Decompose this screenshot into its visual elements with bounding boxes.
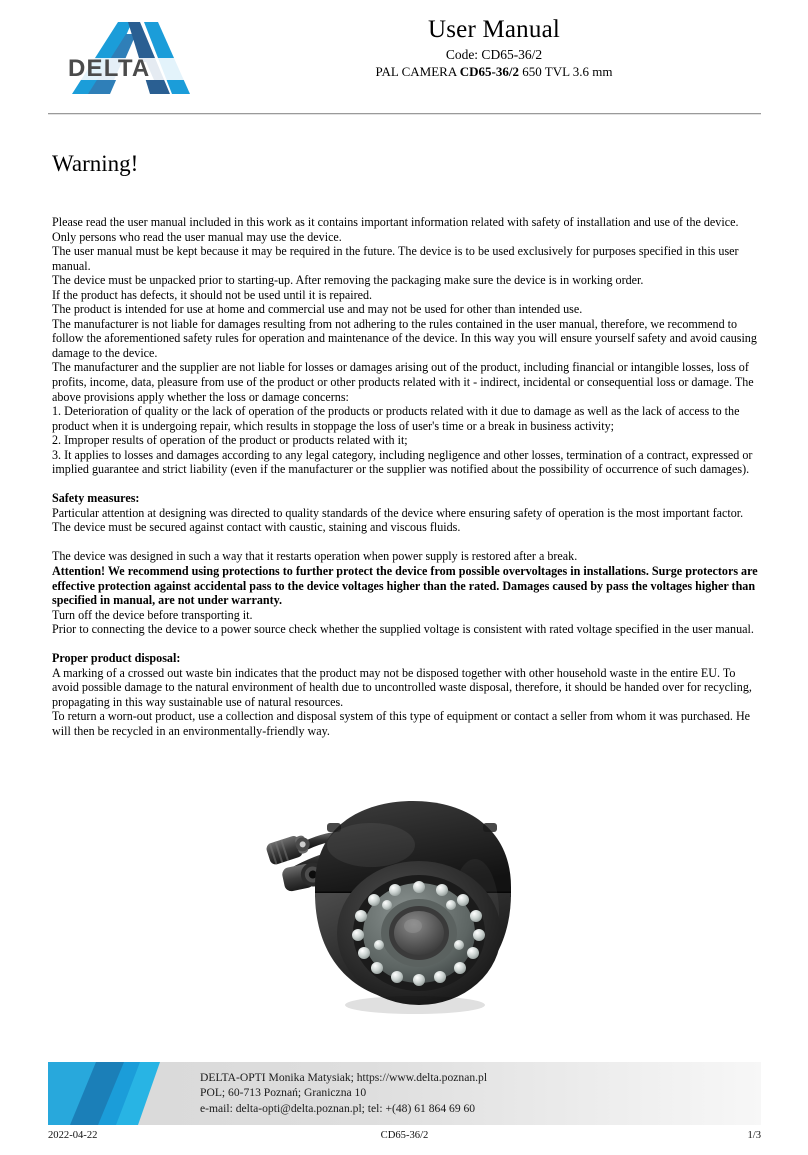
product-code-line: Code: CD65-36/2 — [445, 47, 543, 62]
subtitle-suffix: 650 TVL 3.6 mm — [518, 64, 613, 79]
body-paragraph: Only persons who read the user manual may use the device. — [52, 229, 342, 244]
footer-address: POL; 60-713 Poznań; Graniczna 10 — [200, 1086, 367, 1100]
manual-body — [52, 215, 761, 739]
body-paragraph: Prior to connecting the device to a power source check whether the supplied voltage is consistent with rated voltage specified in the user manual. — [52, 622, 754, 637]
body-paragraph: Please read the user manual included in this work as it contains important information related with safety of installation and use of the device. — [52, 215, 739, 229]
attention-paragraph: Attention! We recommend using protections to further protect the device from possible overvoltages in installations. Surge protectors are effective protection against accidental pass to the device voltages higher than the rated. Damages caused by pass the voltages higher than specified in manual, are not under warranty. — [52, 564, 758, 608]
footer-logo — [48, 1062, 166, 1125]
safety-measures-heading: Safety measures: — [52, 491, 140, 506]
footer-email-phone: e-mail: delta-opti@delta.poznan.pl; tel: +(48) 61 864 69 60 — [200, 1101, 476, 1115]
body-paragraph: The product is intended for use at home and commercial use and may not be used for other than intended use. — [52, 302, 583, 317]
disposal-heading: Proper product disposal: — [52, 651, 181, 666]
document-header — [48, 14, 760, 96]
footer-company: DELTA-OPTI Monika Matysiak; https://www.delta.poznan.pl — [200, 1071, 488, 1084]
disposal-paragraph: To return a worn-out product, use a collection and disposal system of this type of equipment or contact a seller from whom it was purchased. He will then be recycled in an environmentally-friendly way. — [52, 709, 751, 738]
page-title: User Manual — [427, 16, 561, 43]
footer-doc-code: CD65-36/2 — [380, 1130, 429, 1141]
footer-contact-info — [200, 1070, 487, 1116]
camera-lens — [394, 911, 444, 955]
body-paragraph: If the product has defects, it should not be used until it is repaired. — [52, 287, 373, 302]
body-paragraph: The user manual must be kept because it may be required in the future. The device is to be used exclusively for purposes specified in this user manual. — [52, 244, 739, 273]
footer-date: 2022-04-22 — [48, 1130, 98, 1141]
safety-paragraph: Particular attention at designing was directed to quality standards of the device where ensuring safety of operation is the most important factor. — [52, 505, 744, 520]
subtitle-prefix: PAL CAMERA — [375, 64, 460, 79]
body-list-item: 1. Deterioration of quality or the lack of operation of the products or products related with it due to damage as well as the lack of access to the product when it is undergoing repair, which results in stoppage the loss of user's time or a break in business activity; — [52, 404, 740, 433]
body-list-item: 3. It applies to losses and damages according to any legal category, including negligence and other losses, termination of a contract, expressed or implied guarantee and strict liability (even if the manufacturer or the supplier was notified about the possibility of occurrence of such damages). — [52, 447, 753, 477]
product-subtitle — [228, 63, 760, 80]
body-paragraph: Turn off the device before transporting it. — [52, 607, 253, 622]
safety-paragraph: The device must be secured against contact with caustic, staining and viscous fluids. — [52, 520, 461, 535]
warning-heading: Warning! — [52, 151, 139, 176]
footer-logo-icon — [48, 1062, 166, 1125]
footer-band — [48, 1062, 761, 1125]
subtitle-code: CD65-36/2 — [459, 64, 519, 79]
dome-camera-illustration — [243, 793, 565, 1031]
body-paragraph: The manufacturer is not liable for damages resulting from not adhering to the rules contained in the user manual, therefore, we recommend to follow the aforementioned safety rules for operation and maintenance of the device. In this way you will ensure yourself safety and avoid causing damage to the device. — [52, 316, 757, 360]
delta-logo — [66, 16, 192, 98]
disposal-paragraph: A marking of a crossed out waste bin indicates that the product may not be disposed together with other household waste in the entire EU. To avoid possible damage to the natural environment of health due to uncontrolled waste disposal, therefore, it should be handed over for recycling, propagating in this way sustainable use of natural resources. — [52, 665, 752, 709]
restart-paragraph: The device was designed in such a way that it restarts operation when power supply is restored after a break. — [52, 549, 578, 564]
footer-page-number: 1/3 — [747, 1130, 761, 1141]
header-divider — [48, 113, 761, 115]
body-list-item: 2. Improper results of operation of the product or products related with it; — [52, 433, 408, 448]
body-paragraph: The device must be unpacked prior to starting-up. After removing the packaging make sure the device is in working order. — [52, 273, 644, 288]
delta-logo-icon — [66, 16, 192, 98]
product-photo — [243, 793, 565, 1031]
delta-logo-wordmark: DELTA — [68, 55, 151, 82]
footer-meta-line — [48, 1128, 761, 1144]
header-title-block — [228, 14, 760, 80]
body-paragraph: The manufacturer and the supplier are not liable for losses or damages arising out of the product, including financial or intangible losses, loss of profits, income, data, pleasure from use of the product or other products related with it - indirect, incidental or consequential loss or damage. The above provisions apply whether the loss or damage concerns: — [52, 360, 754, 404]
